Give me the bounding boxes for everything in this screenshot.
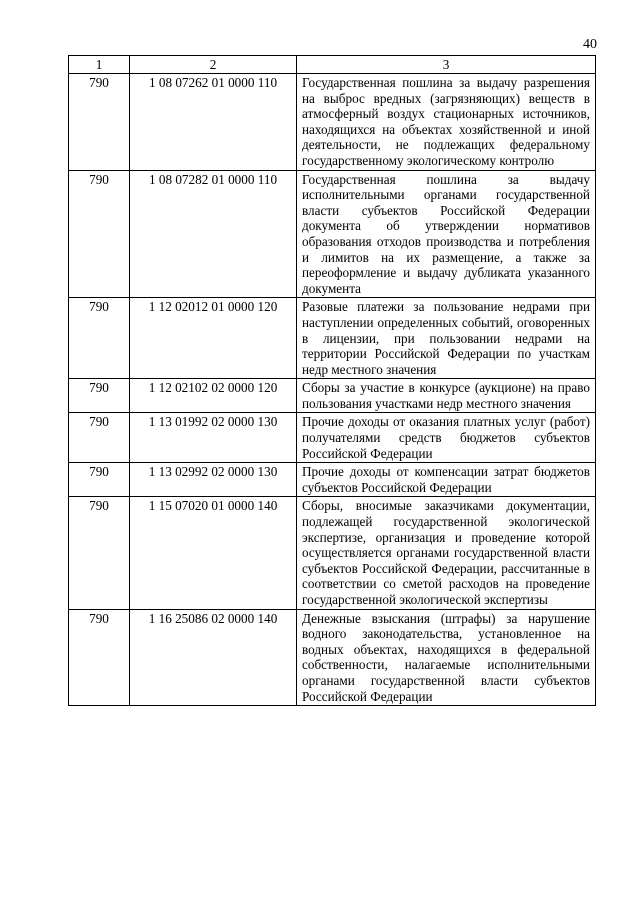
table-row	[69, 298, 596, 379]
revenue-name-cell: Государственная пошлина за выдачу исполнительными органами государственной власти субъектов Российской Федерации документа об утверждении нормативов образования отходов производства и потребления и лимитов на их размещение, а также за переоформление и выдачу дубликата указанного документа	[297, 170, 596, 298]
table-header-row	[69, 56, 596, 74]
kbk-code-cell: 1 13 01992 02 0000 130	[130, 413, 297, 463]
revenue-name-cell: Разовые платежи за пользование недрами при наступлении определенных событий, оговоренных в лицензии, при пользовании недрами на территории Российской Федерации по участкам недр местного значения	[297, 298, 596, 379]
table-row	[69, 170, 596, 298]
admin-code-cell: 790	[69, 298, 130, 379]
page-number: 40	[583, 37, 597, 52]
revenue-name-cell: Государственная пошлина за выдачу разрешения на выброс вредных (загрязняющих) веществ в атмосферный воздух стационарных источников, находящихся на объектах хозяйственной и иной деятельности, не подлежащих федеральному государственному экологическому контролю	[297, 74, 596, 171]
kbk-code-cell: 1 12 02012 01 0000 120	[130, 298, 297, 379]
kbk-code-cell: 1 08 07282 01 0000 110	[130, 170, 297, 298]
header-col-1: 1	[69, 56, 130, 74]
kbk-code-cell: 1 15 07020 01 0000 140	[130, 497, 297, 609]
admin-code-cell: 790	[69, 463, 130, 497]
revenue-name-cell: Сборы, вносимые заказчиками документации, подлежащей государственной экологической экспертизе, организация и проведение которой осуществляется органами государственной власти субъектов Российской Федерации, рассчитанные в соответствии со сметой расходов на проведение государственной экологической экспертизы	[297, 497, 596, 609]
admin-code-cell: 790	[69, 413, 130, 463]
revenue-name-cell: Прочие доходы от компенсации затрат бюджетов субъектов Российской Федерации	[297, 463, 596, 497]
kbk-code-cell: 1 16 25086 02 0000 140	[130, 609, 297, 706]
table-row	[69, 413, 596, 463]
kbk-code-cell: 1 08 07262 01 0000 110	[130, 74, 297, 171]
revenue-name-cell: Сборы за участие в конкурсе (аукционе) на право пользования участками недр местного значения	[297, 379, 596, 413]
table-row	[69, 379, 596, 413]
admin-code-cell: 790	[69, 74, 130, 171]
table-row	[69, 463, 596, 497]
revenue-name-cell: Прочие доходы от оказания платных услуг (работ) получателями средств бюджетов субъектов Российской Федерации	[297, 413, 596, 463]
kbk-code-cell: 1 13 02992 02 0000 130	[130, 463, 297, 497]
header-col-3: 3	[297, 56, 596, 74]
admin-code-cell: 790	[69, 497, 130, 609]
table-row	[69, 609, 596, 706]
admin-code-cell: 790	[69, 170, 130, 298]
admin-code-cell: 790	[69, 379, 130, 413]
admin-code-cell: 790	[69, 609, 130, 706]
kbk-code-cell: 1 12 02102 02 0000 120	[130, 379, 297, 413]
table-row	[69, 74, 596, 171]
header-col-2: 2	[130, 56, 297, 74]
revenue-name-cell: Денежные взыскания (штрафы) за нарушение водного законодательства, установленное на водных объектах, находящихся в федеральной собственности, налагаемые исполнительными органами государственной власти субъектов Российской Федерации	[297, 609, 596, 706]
revenue-codes-table	[68, 55, 596, 706]
table-row	[69, 497, 596, 609]
